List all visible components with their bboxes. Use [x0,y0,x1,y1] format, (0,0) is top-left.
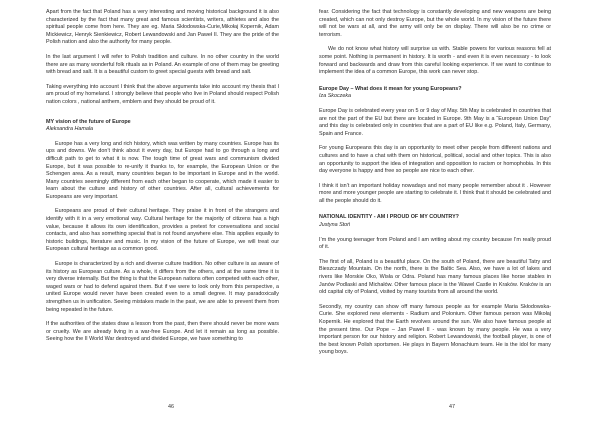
page-number-right: 47 [449,404,455,410]
paragraph: Apart from the fact that Poland has a very interesting and moving historical background it is also characterized by the fact that many great and famous scientists, writers, athletes and also the spiritual people come from here. They are eg. Maria Skłodowska-Curie,Mikołaj Kopernik, Adam Mickiewicz, Henryk Sienkiewicz, Robert Lewandowski and Jan Paweł II. They are the pride of the Polish nation and also the authority for many people. [46,9,279,46]
section-title: MY vision of the future of Europe [46,118,131,125]
section-title: Europe Day – What does it mean for young Europeans? [319,85,462,92]
paragraph: The first of all, Poland is a beautiful place. On the south of Poland, there are beautiful Tatry and Bieszczady Mountain. On the north, there is the Baltic Sea. Also, we have a lot of lakes and rivers like Morskie Oko, Wisła or Odra. Poland has many famous places like horse stables in Janów Podlaski and Michałów. Other famous place is the Wawel Castle in Kraków. Kraków is an old capital city of Poland, visited by many tourists from all around the world. [319,258,551,296]
paragraph: fear. Considering the fact that technology is constantly developing and new weapons are being created, which can not only destroy Europe, but the whole world. In my vision of the future there will not be wars at all, and the army will only be on display. There will also be no crime or terrorism. [319,9,551,38]
section-author: Iza Skoczeka [319,93,352,100]
paragraph: If the authorities of the states draw a lesson from the past, then there should never be more wars or cruelty. We are already living in a war-free Europe. And let it remain as long as possible. Seeing how the II World War destroyed and divided Europe, we have something to [46,321,279,343]
paragraph: Europeans are proud of their cultural heritage. They praise it in front of the strangers and identify with it in a very emotional way. Cultural heritage for the majority of citizens has a high value, because it allows its own identification, provides a pretext for conversations and social contacts, and also has something special that is not found anywhere else. This applies equally to historic buildings, literature and music. In my vision of the future of Europe, we will treat our European cultural heritage as a common good. [46,208,279,253]
paragraph: Taking everything into account I think that the above arguments take into account my thesis that I am proud of my homeland. I strongly believe that people who live in Poland should respect Polish nation colors , national anthem, emblem and they should be proud of it. [46,83,279,105]
paragraph: Europe is characterized by a rich and diverse culture tradition. No other culture is as aware of its history as European culture. As a whole, it differs from the others, and at the same time it is very diverse internally. But the thing is that the European nations often competed with each other, waged wars or had to defend against them. But if we were to look only from this perspective, a united Europe would never have been created even to a small degree. It may paradoxically strengthen us in unification. Seeing mistakes made in the past, we are able to prevent them from being repeated in the future. [46,261,279,313]
paragraph: Europe Day is celebrated every year on 5 or 9 day of May. 5th May is celebrated in countries that are not the part of the EU but there are located in Europe. 9th May is a “European Union Day” and this day is celebrated only in countries that are a part of EU like e.g. Poland, Italy, Germany, Spain and France. [319,107,551,137]
paragraph: I’m the young teenager from Poland and I am writing about my country because I’m really proud of it. [319,236,551,251]
section-author: Justyna Stoń [319,222,351,229]
page-number-left: 46 [168,404,174,410]
right-page [300,0,600,424]
paragraph: We do not know what history will surprise us with. Stable powers for various reasons fell at some point. Nothing is permanent in history. It is worth - and even it is even necessary - to look forward and backwards and draw from this careful looking experience. If we want to continue to implement the idea of a common Europe, this work can never stop. [319,46,551,76]
section-author: Aleksandra Hamala [46,126,94,133]
paragraph: Europe has a very long and rich history, which was written by many countries. Europe has its ups and downs. We don’t think about it every day, but Europe had to go through a long and difficult path to get to what it is now. The tough time of great wars and communism divided Europe, but it was possible to re-unify it thanks to, for example, the European Union or the Schengen area. As a result, many countries began to be important in Europe and in the world. Many countries seemingly different from each other began to cooperate, which made it easier to learn about the culture and history of other countries. After all, cultural achievements for Europeans are very important. [46,140,279,200]
paragraph: Secondly, my country can show off many famous people as for example Maria Skłodowska-Curie. She explored new elements - Radium and Polonium. Other famous person was Mikołaj Kopernik. He explored that the Earth revolves around the sun. We also have famous people at the present time. Our Pope – Jan Paweł II - was known by many people. He was a very important person for our history and religion. Robert Lewandowski, the football player, is one of the best known Polish sportsmen. He plays in Bayern Monachium team. He is the idol for many young boys. [319,303,551,356]
paragraph: For young Europeans this day is an opportunity to meet other people from different nations and cultures and to have a chat with them on historical, political, social and other topics. This is also an opportunity to support the idea of integration and opposition to racism or homophobia. In this day everyone is happy and free so people are nice to each other. [319,145,551,175]
section-title: NATIONAL IDENTITY - AM I PROUD OF MY COUNTRY? [319,214,459,221]
paragraph: In the last argument I will refer to Polish tradition and culture. In no other country in the world there are as many wonderful folk rituals as in Poland. An example of one of them may be greeting with bread and salt. It is a beautiful custom to greet special guests with bread and salt. [46,53,279,76]
paragraph: I think it isn’t an important holiday nowadays and not many people remember about it . However more and more younger people are starting to celebrate it. I think that it should be celebrated and all the people should do it. [319,182,551,204]
